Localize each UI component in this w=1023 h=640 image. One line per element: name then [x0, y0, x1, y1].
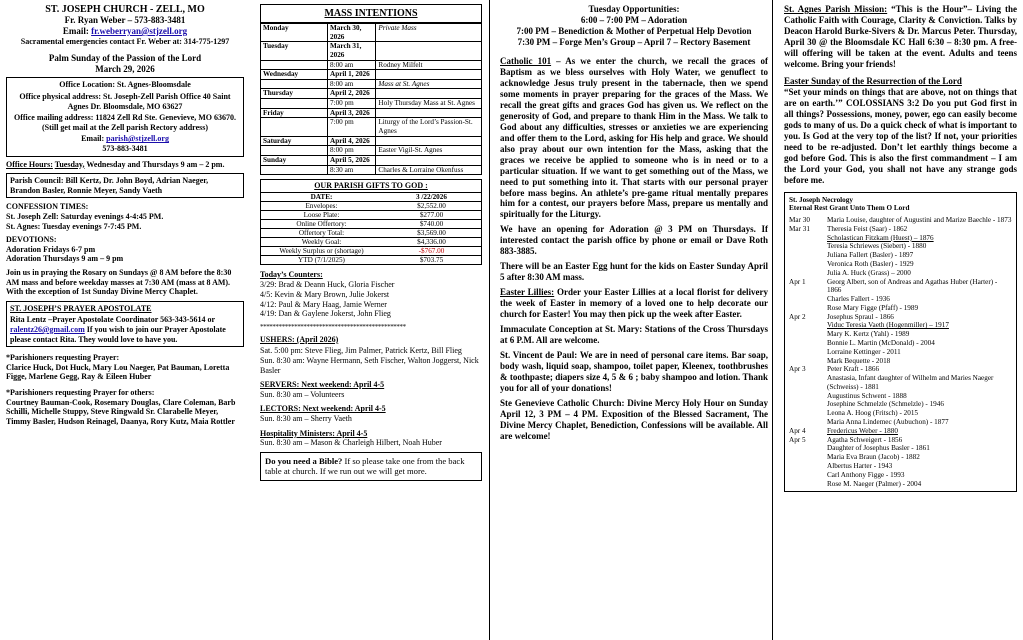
- mass-day: Sunday: [261, 155, 328, 165]
- necrology-group: [789, 278, 1012, 313]
- mass-intention: [376, 42, 482, 60]
- ste-genevieve-title: Ste Genevieve Catholic Church:: [500, 397, 625, 408]
- office-email-link[interactable]: parish@stjzell.org: [106, 134, 169, 144]
- necrology-names: [827, 436, 930, 489]
- necrology-entry: Teresia Schriewes (Siebert) - 1880: [827, 242, 927, 251]
- tuesday-title: Tuesday Opportunities:: [588, 4, 680, 14]
- apostolate-text-1: Rita Lentz –Prayer Apostolate Coordinator 563-343-5614 or: [10, 315, 215, 325]
- necrology-entry: Rose Mary Figge (Pfaff) - 1989: [827, 303, 919, 312]
- gifts-date-label: DATE:: [261, 193, 382, 202]
- gifts-label: YTD (7/1/2025): [298, 255, 345, 264]
- necrology-title: St. Joseph Necrology: [789, 195, 853, 204]
- pastor-email-link[interactable]: fr.weberryan@stjzell.org: [91, 25, 188, 36]
- counter-entry: 4/5: Kevin & Mary Brown, Julie Jokerst: [260, 290, 390, 300]
- office-email-label: Email:: [81, 134, 105, 144]
- necrology-entry: Augustinus Schwent - 1888: [827, 391, 907, 400]
- easter-sunday-title: Easter Sunday of the Resurrection of the Lord: [784, 75, 962, 86]
- mass-date: 8:00 pm: [328, 146, 376, 156]
- necrology-group: [789, 216, 1012, 225]
- bulletin-date: March 29, 2026: [95, 63, 155, 74]
- immaculate-conception-note: Immaculate Conception at St. Mary: Stations of the Cross Thursdays at 6 P.M. All are welcome.: [500, 324, 768, 346]
- ushers-saturday: Sat. 5:00 pm: Steve Flieg, Jim Palmer, Patrick Kertz, Bill Flieg: [260, 346, 462, 356]
- necrology-entry: Maria Eva Braun (Jacob) - 1882: [827, 453, 920, 462]
- mass-date: 8:30 am: [328, 165, 376, 175]
- necrology-date: Mar 31: [789, 224, 810, 233]
- office-phone: 573-883-3481: [102, 144, 148, 154]
- easter-sunday-body: “Set your minds on things that are above, not on things that are on earth.’” COLOSSIANS 3:2 Do you put God first in all things? Possessions, money, power, ego can easily become gods to many of us. Do a quick check of what is important to you. Is God at the very top of the list? If not, your priorities need to be re-adjusted. Don’t let earthly things become a god before God. This is also the first commandment – I am the Lord your God, you shall not have any strange gods before me.: [784, 86, 1017, 185]
- catholic-101-title: Catholic 101: [500, 55, 552, 66]
- gifts-value: $4,336.00: [382, 237, 481, 246]
- necrology-entry: Veronica Roth (Basler) - 1929: [827, 259, 914, 268]
- table-row: [261, 255, 481, 264]
- necrology-entry: Daughter of Josephus Basler - 1861: [827, 444, 930, 453]
- necrology-entry: Scholastican Fitzkam (Huest) – 1876: [827, 233, 934, 242]
- confession-agnes: St. Agnes: Tuesday evenings 7-7:45 PM.: [6, 221, 142, 231]
- bible-notice-body: If so please take one from the back table at church. If we run out we will get more.: [265, 455, 465, 477]
- necrology-entry: Agatha Schweigert - 1856: [827, 435, 903, 444]
- catholic-101-section: [500, 56, 768, 221]
- mass-intention: Liturgy of the Lord’s Passion-St. Agnes: [376, 118, 482, 136]
- mass-date: 7:00 pm: [328, 118, 376, 136]
- necrology-date: Mar 30: [789, 216, 810, 225]
- emergency-contact: Sacramental emergencies contact Fr. Weber at: 314-775-1297: [20, 36, 230, 46]
- gifts-label: Online Offertory:: [261, 219, 382, 228]
- necrology-box: [784, 192, 1017, 493]
- ste-genevieve-section: [500, 398, 768, 442]
- hospitality-sunday: Sun. 8:30 am – Mason & Charleigh Hilbert, Noah Huber: [260, 438, 442, 448]
- gifts-value: $2,552.00: [382, 201, 481, 210]
- mass-date: 7:00 pm: [328, 99, 376, 109]
- gifts-label: Loose Plate:: [261, 210, 382, 219]
- necrology-entry: Lorraine Kettinger - 2011: [827, 347, 901, 356]
- counters-title: Today’s Counters:: [260, 269, 323, 279]
- gifts-label: Weekly Goal:: [261, 237, 382, 246]
- office-hours: [6, 160, 244, 170]
- mass-day: [261, 99, 328, 109]
- office-location: Office Location: St. Agnes-Bloomsdale: [59, 80, 191, 90]
- table-row: [261, 60, 482, 70]
- svdp-section: [500, 350, 768, 394]
- necrology-names: [827, 278, 1012, 313]
- parish-council-box: [6, 173, 244, 198]
- mass-day: Monday: [261, 24, 328, 42]
- necrology-entry: Maria Anna Lindemec (Aubuchon) - 1877: [827, 418, 949, 427]
- table-row: [261, 237, 481, 246]
- counter-entry: 3/29: Brad & Deann Huck, Gloria Fischer: [260, 280, 395, 290]
- necrology-names: [827, 365, 1012, 426]
- office-info-box: [6, 77, 244, 156]
- table-row: [261, 118, 482, 136]
- prayer-request-title: *Parishioners requesting Prayer:: [6, 353, 120, 363]
- necrology-date: Apr 3: [789, 365, 806, 374]
- easter-lilies-title: Easter Lillies:: [500, 287, 555, 298]
- parish-gifts-title: OUR PARISH GIFTS TO GOD :: [261, 180, 481, 193]
- mass-intention: [376, 108, 482, 118]
- prayer-request-names: Clarice Huck, Dot Huck, Mary Lou Naeger, Pat Bauman, Loretta Figge, Marlene Gegg, Ray & Eileen Huber: [6, 362, 230, 382]
- necrology-entry: Mark Bequette - 2018: [827, 356, 891, 365]
- gifts-label-text: Weekly Surplus or (shortage): [279, 246, 364, 255]
- mass-intention: Rodney Milfelt: [376, 60, 482, 70]
- necrology-group: [789, 365, 1012, 426]
- prayer-apostolate-body: [10, 315, 240, 344]
- column-parish-info: [0, 0, 250, 434]
- gifts-value: $3,569.00: [382, 228, 481, 237]
- table-row: [261, 79, 482, 89]
- mass-intention: Easter Vigil-St. Agnes: [376, 146, 482, 156]
- easter-lilies-body: Order your Easter Lillies at a local florist for delivery the week of Easter in memory of a loved one to help decorate our church for Easter! You may then pick up the week after Easter.: [500, 287, 768, 320]
- gifts-label: Offertory Total:: [261, 228, 382, 237]
- necrology-entry: Carl Anthony Figge - 1993: [827, 470, 905, 479]
- mass-date: 8:00 am: [328, 79, 376, 89]
- necrology-entry: Viduc Teresia Vaeth (Hogenmiller) – 1917: [827, 321, 949, 330]
- necrology-entry: Fredericus Weber - 1880: [827, 426, 898, 435]
- table-row: [261, 42, 482, 60]
- table-row: [261, 165, 482, 175]
- divider-stars: ***********************************************: [260, 322, 406, 331]
- necrology-entry: Julia A. Huck (Grass) – 2000: [827, 268, 911, 277]
- office-hours-rest: Wednesday and Thursdays 9 am – 2 pm.: [86, 159, 225, 169]
- table-row: [261, 89, 482, 99]
- office-mailing-address: Office mailing address: 11824 Zell Rd Ste. Genevieve, MO 63670. (Still get mail at the Zell parish Rectory address): [13, 113, 237, 132]
- column-mass-intentions: [256, 0, 486, 485]
- table-row: [261, 136, 482, 146]
- table-row: [261, 146, 482, 156]
- mass-intention: [376, 70, 482, 80]
- necrology-group: [789, 436, 1012, 489]
- gifts-value: $703.75: [419, 255, 444, 264]
- bible-notice-box: [260, 452, 482, 481]
- prayer-apostolate-box: [6, 301, 244, 347]
- table-row: [261, 108, 482, 118]
- necrology-names: [827, 427, 898, 436]
- column-mission-necrology: [778, 0, 1023, 496]
- tuesday-opportunities: [500, 4, 768, 48]
- table-row: [261, 219, 481, 228]
- necrology-entry: Peter Kraft - 1866: [827, 365, 880, 374]
- devotions-thursday: Adoration Thursdays 9 am – 9 pm: [6, 254, 124, 264]
- table-row: [261, 210, 481, 219]
- parish-name: ST. JOSEPH CHURCH - ZELL, MO: [45, 4, 205, 15]
- table-row: [261, 24, 482, 42]
- mass-day: [261, 79, 328, 89]
- mass-intention: [376, 89, 482, 99]
- gifts-date-value: 3 /22/2026: [382, 193, 481, 202]
- table-row: [261, 155, 482, 165]
- mass-date: April 2, 2026: [328, 89, 376, 99]
- mass-day: [261, 165, 328, 175]
- necrology-date: Apr 5: [789, 435, 806, 444]
- gifts-label: [261, 246, 382, 255]
- parish-gifts-table: [261, 193, 481, 264]
- office-hours-label: Office Hours:: [6, 159, 53, 169]
- prayer-for-others-names: Courtney Bauman-Cook, Rosemary Douglas, Clare Coleman, Barb Schilli, Michelle Stuppy, Steve Ringwald Sr. Clarabelle Meyer, Timmy Basler, Hudson Reinagel, Daanya, Rory Kutz, Maia Rottler: [6, 397, 236, 426]
- necrology-entry: Juliana Fallert (Basler) - 1897: [827, 251, 914, 260]
- mass-date: April 5, 2026: [328, 155, 376, 165]
- mass-day: [261, 118, 328, 136]
- mass-day: [261, 60, 328, 70]
- bible-notice-title: Do you need a Bible?: [265, 455, 343, 466]
- mass-day: Tuesday: [261, 42, 328, 60]
- lectors-title: LECTORS: Next weekend: April 4-5: [260, 404, 386, 414]
- liturgical-day: Palm Sunday of the Passion of the Lord: [48, 52, 202, 63]
- necrology-entry: Maria Louise, daughter of Augustini and Marize Baechle - 1873: [827, 216, 1012, 225]
- necrology-entry: Bonnie L. Martin (McDonald) - 2004: [827, 339, 935, 347]
- table-row: [261, 193, 481, 202]
- apostolate-text-2: If you wish to join our Prayer Apostolate please contact Rita. They would love to have you.: [10, 324, 226, 344]
- servers-title: SERVERS: Next weekend: April 4-5: [260, 380, 385, 390]
- devotions-friday: Adoration Fridays 6-7 pm: [6, 244, 96, 254]
- column-announcements: [494, 0, 774, 450]
- necrology-entry: Georg Albert, son of Andreas and Agathas Huber (Harter) - 1866: [827, 277, 998, 295]
- confession-title: CONFESSION TIMES:: [6, 202, 89, 212]
- mass-intentions-body: [261, 24, 482, 175]
- necrology-subtitle: Eternal Rest Grant Unto Them O Lord: [789, 204, 910, 213]
- necrology-entry: Theresia Feist (Saar) - 1862: [827, 224, 908, 233]
- ushers-title: USHERS: (April 2026): [260, 334, 339, 344]
- prayer-for-others-title: *Parishioners requesting Prayer for others:: [6, 387, 155, 397]
- table-row: [261, 70, 482, 80]
- necrology-entry: Charles Fallert - 1936: [827, 295, 890, 304]
- ste-genevieve-body: Divine Mercy Holy Hour on Sunday April 12, 3 PM – 4 PM. Exposition of the Blessed Sacrament, The Divine Mercy Chaplet, Benediction, Confessions will be available. All are welcome!: [500, 397, 768, 441]
- lectors-sunday: Sun. 8:30 am – Sherry Vaeth: [260, 413, 352, 423]
- mass-intention: Mass at St. Agnes: [376, 79, 482, 89]
- prayer-apostolate-title: ST. JOSEPH’S PRAYER APOSTOLATE: [10, 303, 152, 313]
- necrology-group: [789, 225, 1012, 278]
- necrology-entry: Anastasia, Infant daughter of Wilhelm and Maries Naeger (Schweiss) - 1881: [827, 374, 994, 391]
- mission-body: “This is the Hour”– Living the Catholic Faith with Courage, Clarity & Conviction. Talks by Deacon Harold Burke-Sivers & Dr. Marcus Peter. Thursday, April 30 @ the Bloomsdale KC Hall 6:30 – 8:30 pm. A free-will offering will be taken at the event. Adults and teens welcome. Bring your friends!: [784, 4, 1017, 69]
- mass-intention: [376, 136, 482, 146]
- pastor-email-line: [6, 26, 244, 37]
- svdp-title: St. Vincent de Paul:: [500, 350, 578, 361]
- table-row: [261, 99, 482, 109]
- mass-day: Friday: [261, 108, 328, 118]
- hospitality-title: Hospitality Ministers: April 4-5: [260, 428, 368, 438]
- gifts-value: $740.00: [382, 219, 481, 228]
- necrology-entry: Albertus Harter - 1943: [827, 461, 893, 470]
- column-divider-1: [489, 0, 490, 640]
- table-row: [261, 228, 481, 237]
- parish-gifts-box: [260, 179, 482, 265]
- easter-lilies-section: [500, 287, 768, 320]
- mission-title: St. Agnes Parish Mission:: [784, 4, 888, 14]
- necrology-entry: Josephine Schmelzle (Schmelzle) - 1946: [827, 400, 944, 409]
- office-email-line: [10, 134, 240, 144]
- mass-date: 8:00 am: [328, 60, 376, 70]
- necrology-group: [789, 427, 1012, 436]
- mass-intentions-table: [260, 23, 482, 175]
- mass-date: April 1, 2026: [328, 70, 376, 80]
- mass-date: April 3, 2026: [328, 108, 376, 118]
- adoration-opening: We have an opening for Adoration @ 3 PM on Thursdays. If interested contact the parish office by phone or email or Dave Roth 883-3885.: [500, 224, 768, 257]
- catholic-101-body: – As we enter the church, we recall the graces of Baptism as we bless ourselves with Holy Water, we genuflect to acknowledge Jesus truly present in the tabernacle, then we spend some moments in prayer preparing for the graces of the Mass. We recall the great gifts and graces God has given us. We reflect on the generosity of God, and prepare to thank Him in the Mass. We talk to God about any difficulties, stresses or anxieties we are experiencing and offer them to the Lord, asking for His help and grace. We should also pray about our own intention for the Mass, asking that the graces we receive be applied to someone who is in need or to a particular situation. If we want to get something out of the Mass, we need to put something into it. That starts with our personal prayer before mass begins. An athlete’s pre-game ritual mentally prepares him for a contest, our prayers before Mass, prepare us mentally and spiritually for the Liturgy.: [500, 55, 768, 220]
- ushers-sunday: Sun. 8:30 am: Wayne Hermann, Seth Fischer, Walton Joggerst, Nick Basler: [260, 356, 479, 375]
- counter-entry: 4/12: Paul & Mary Haag, Jamie Werner: [260, 299, 387, 309]
- mission-section: [784, 4, 1017, 70]
- confession-zell: St. Joseph Zell: Saturday evenings 4-4:45 PM.: [6, 212, 164, 221]
- mass-date: April 4, 2026: [328, 136, 376, 146]
- mass-date: March 31, 2026: [328, 42, 376, 60]
- tuesday-benediction: 7:00 PM – Benediction & Mother of Perpetual Help Devotion: [516, 25, 752, 36]
- office-physical-address: Office physical address: St. Joseph-Zell Parish Office 40 Saint Agnes Dr. Bloomsdale, MO 63627: [19, 92, 231, 111]
- necrology-names: [827, 313, 949, 366]
- necrology-names: [827, 216, 1011, 225]
- necrology-entry: Leona A. Hoog (Fritsch) - 2015: [827, 409, 919, 418]
- tuesday-adoration: 6:00 – 7:00 PM – Adoration: [580, 14, 688, 25]
- apostolate-email-link[interactable]: ralentz26@gmail.com: [10, 324, 85, 334]
- counter-entry: 4/19: Dan & Gaylene Jokerst, John Flieg: [260, 309, 391, 319]
- mass-intentions-title: MASS INTENTIONS: [260, 4, 482, 23]
- mass-intention: Charles & Lorraine Okenfuss: [376, 165, 482, 175]
- necrology-group: [789, 313, 1012, 366]
- gifts-label: Envelopes:: [261, 201, 382, 210]
- office-hours-days: Tuesday,: [54, 159, 85, 169]
- necrology-date: Apr 4: [789, 426, 806, 435]
- necrology-entry: Rose M. Naeger (Palmer) - 2004: [827, 479, 922, 488]
- necrology-date: Apr 1: [789, 277, 806, 286]
- table-row: [261, 201, 481, 210]
- email-label: Email:: [62, 25, 89, 36]
- necrology-entry: Josephus Spraul - 1866: [827, 312, 894, 321]
- gifts-value: $277.00: [382, 210, 481, 219]
- parish-header: [6, 4, 244, 74]
- servers-sunday: Sun. 8:30 am – Volunteers: [260, 389, 345, 399]
- easter-egg-hunt: There will be an Easter Egg hunt for the kids on Easter Sunday April 5 after 8:30 AM mass.: [500, 261, 768, 283]
- parish-council-text: Parish Council: Bill Kertz, Dr. John Boyd, Adrian Naeger, Brandon Basler, Ronnie Meyer, Sandy Vaeth: [10, 176, 209, 195]
- gifts-value: -$767.00: [382, 246, 481, 255]
- mass-day: Wednesday: [261, 70, 328, 80]
- svdp-body: We are in need of personal care items. Bar soap, body wash, liquid soap, shampoo, toilet paper, Kleenex, toothbrushes & toothpaste; diapers size 4, 5 & 6 ; baby shampoo and lotion. Thank you for all of your donations!: [500, 350, 768, 393]
- necrology-names: [827, 225, 934, 278]
- mass-intention: Holy Thursday Mass at St. Agnes: [376, 99, 482, 109]
- devotions-title: DEVOTIONS:: [6, 235, 57, 245]
- mass-day: [261, 146, 328, 156]
- necrology-date: Apr 2: [789, 312, 806, 321]
- mass-date: March 30, 2026: [328, 24, 376, 42]
- mass-day: Thursday: [261, 89, 328, 99]
- mass-intention: Private Mass: [376, 24, 482, 42]
- mass-intention: [376, 155, 482, 165]
- rosary-note: Join us in praying the Rosary on Sundays @ 8 AM before the 8:30 AM mass and before weekday masses at 7:30 AM (mass at 8 AM). With the exception of 1st Sunday Divine Mercy Chaplet.: [6, 267, 232, 297]
- necrology-entry: Mary K. Kertz (Yahl) - 1989: [827, 330, 910, 339]
- mass-day: Saturday: [261, 136, 328, 146]
- table-row: [261, 246, 481, 255]
- tuesday-forge: 7:30 PM – Forge Men’s Group – April 7 – Rectory Basement: [517, 36, 751, 47]
- pastor-name: Fr. Ryan Weber – 573-883-3481: [64, 15, 186, 25]
